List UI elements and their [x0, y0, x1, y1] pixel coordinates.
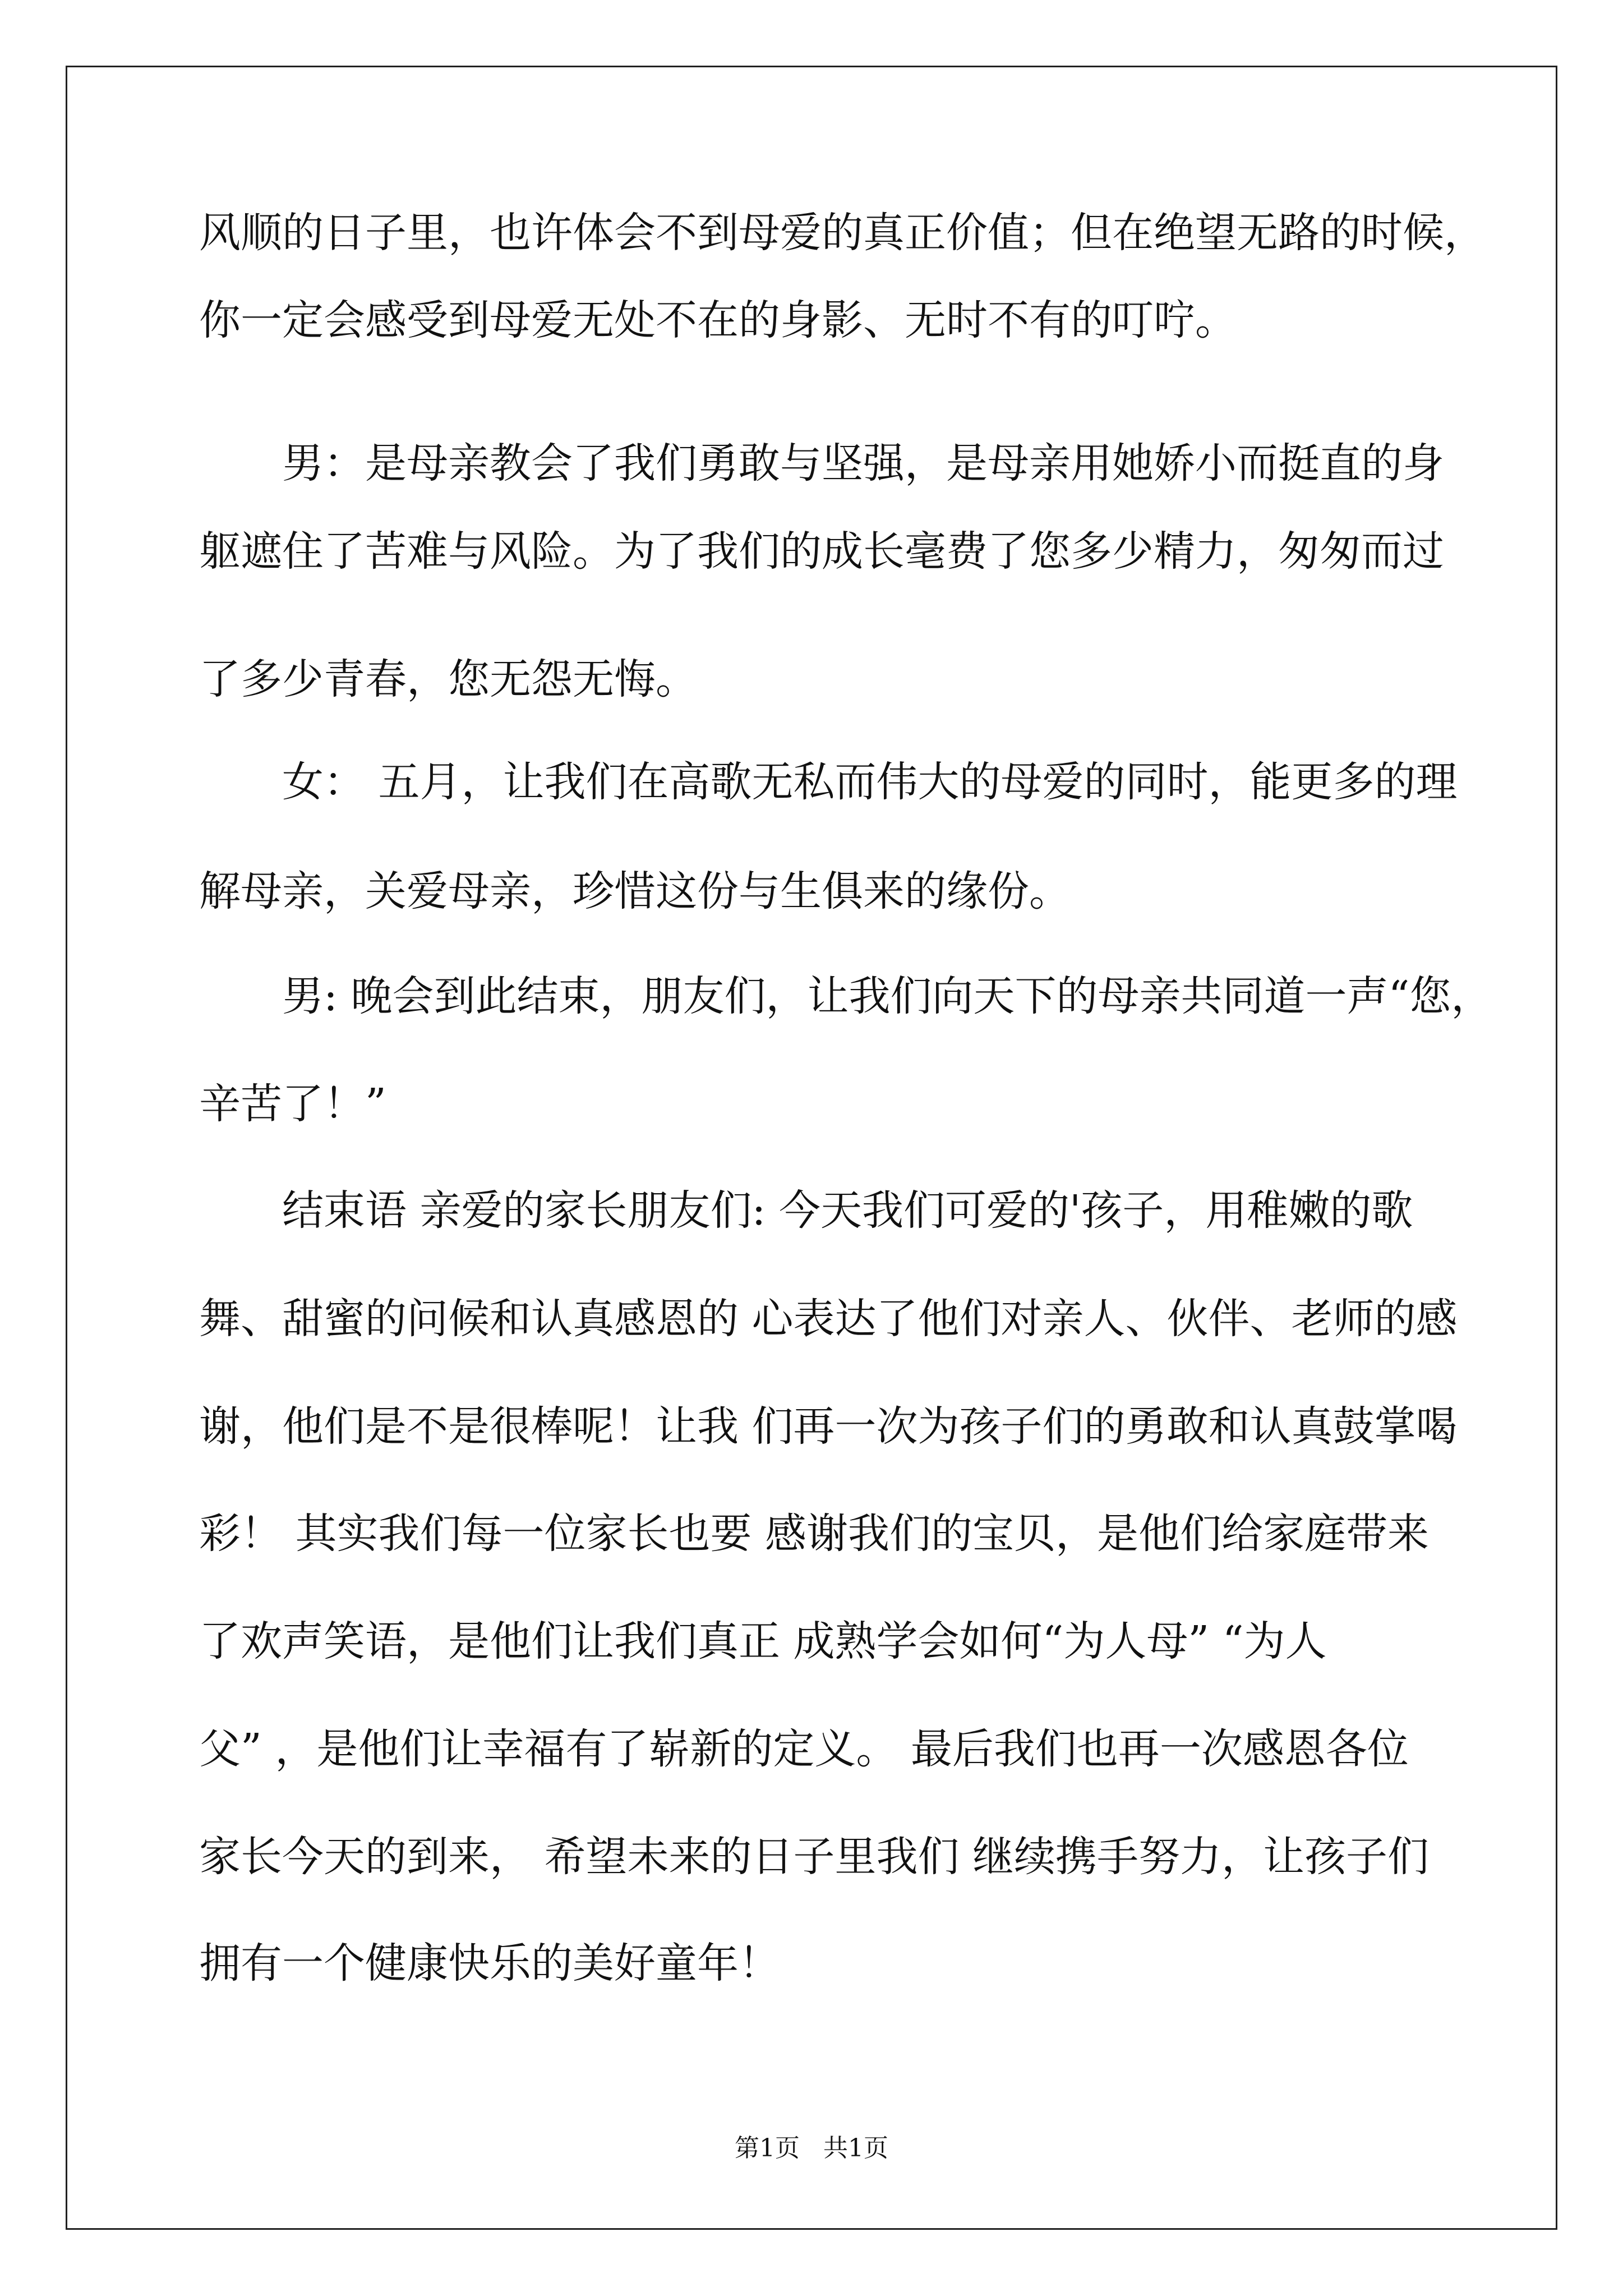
text-line: 彩！ 其实我们每一位家长也要 感谢我们的宝贝，是他们给家庭带来: [199, 1510, 1430, 1558]
text-line: 女： 五月，让我们在高歌无私而伟大的母爱的同时，能更多的理: [282, 758, 1458, 806]
text-line: 了欢声笑语，是他们让我们真正 成熟学会如何“为人母” “为人: [199, 1617, 1327, 1665]
page-border: [66, 66, 1557, 2230]
text-line: 解母亲，关爱母亲，珍惜这份与生俱来的缘份。: [199, 867, 1071, 915]
text-line: 结束语 亲爱的家长朋友们: 今天我们可爱的'孩子，用稚嫩的歌: [282, 1186, 1413, 1235]
page-number-footer: 第1页 共1页: [735, 2134, 888, 2162]
text-line: 家长今天的到来， 希望未来的日子里我们 继续携手努力，让孩子们: [199, 1833, 1430, 1881]
text-line: 父” ，是他们让幸福有了崭新的定义。 最后我们也再一次感恩各位: [199, 1725, 1409, 1773]
text-line: 风顺的日子里，也许体会不到母爱的真正价值；但在绝望无路的时候，: [199, 209, 1486, 257]
text-line: 男: 晚会到此结束，朋友们，让我们向天下的母亲共同道一声“您，: [282, 972, 1493, 1020]
text-line: 了多少青春，您无怨无悔。: [199, 655, 697, 703]
text-line: 舞、甜蜜的问候和认真感恩的 心表达了他们对亲人、伙伴、老师的感: [199, 1295, 1458, 1343]
text-line: 男：是母亲教会了我们勇敢与坚强，是母亲用她娇小而挺直的身: [282, 439, 1444, 487]
text-line: 拥有一个健康快乐的美好童年！: [199, 1939, 780, 1987]
text-line: 躯遮住了苦难与风险。为了我们的成长毫费了您多少精力，匆匆而过: [199, 527, 1444, 576]
text-line: 你一定会感受到母爱无处不在的身影、无时不有的叮咛。: [199, 296, 1237, 344]
text-line: 谢，他们是不是很棒呢！让我 们再一次为孩子们的勇敢和认真鼓掌喝: [199, 1402, 1458, 1451]
text-line: 辛苦了！”: [199, 1080, 386, 1128]
